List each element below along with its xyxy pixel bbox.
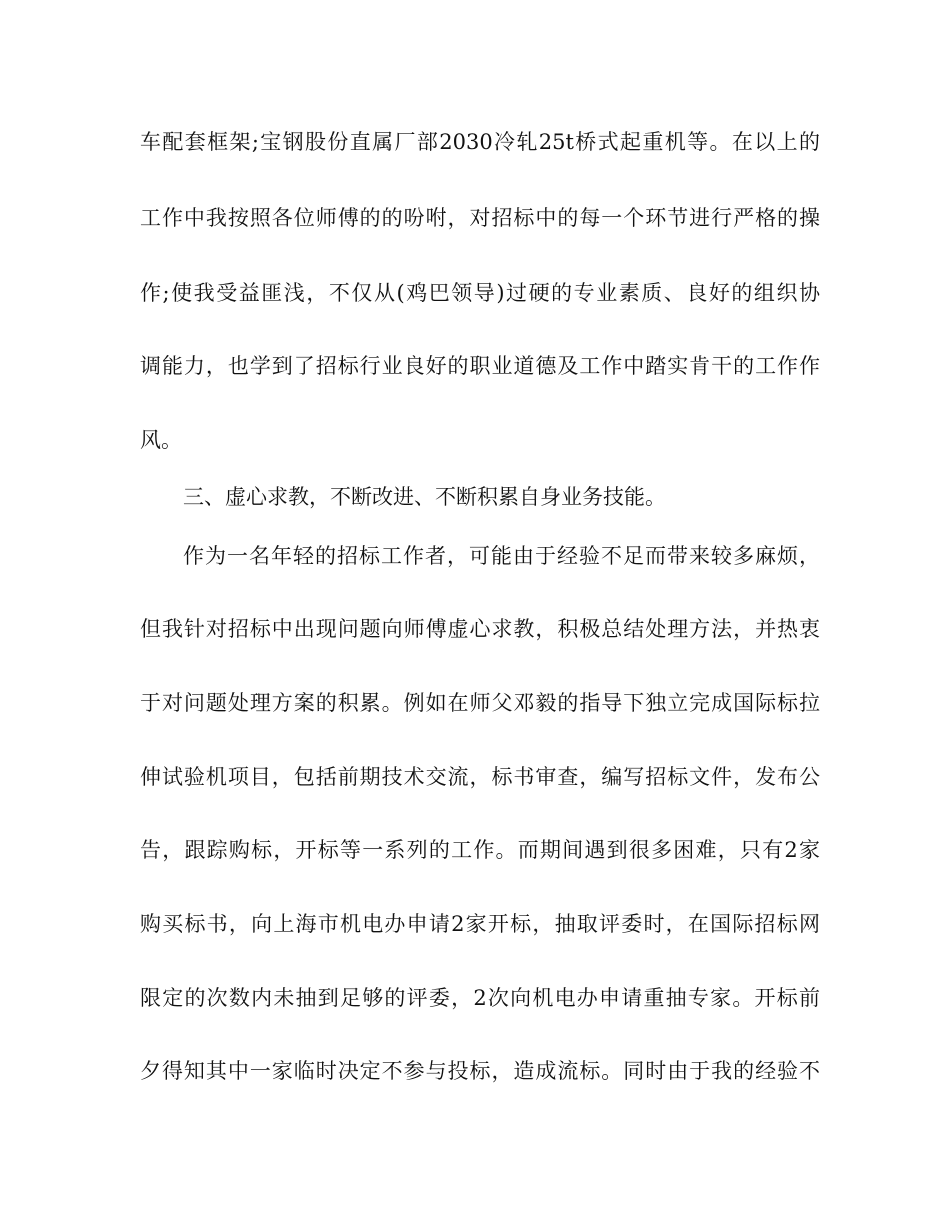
text-line: 工作中我按照各位师傅的的吩咐，对招标中的每一个环节进行严格的操 (140, 206, 820, 230)
text-line: 但我针对招标中出现问题向师傅虚心求教，积极总结处理方法，并热衷 (140, 617, 820, 641)
text-line: 伸试验机项目，包括前期技术交流，标书审查，编写招标文件，发布公 (140, 765, 820, 789)
text-line: 作;使我受益匪浅，不仅从(鸡巴领导)过硬的专业素质、良好的组织协 (140, 281, 820, 305)
text-line: 作为一名年轻的招标工作者，可能由于经验不足而带来较多麻烦， (183, 544, 820, 568)
text-line: 限定的次数内未抽到足够的评委，2次向机电办申请重抽专家。开标前 (140, 986, 820, 1010)
text-line: 调能力，也学到了招标行业良好的职业道德及工作中踏实肯干的工作作 (140, 354, 820, 378)
section-heading: 三、虚心求教，不断改进、不断积累自身业务技能。 (183, 485, 666, 509)
text-line: 于对问题处理方案的积累。例如在师父邓毅的指导下独立完成国际标拉 (140, 691, 820, 715)
text-line: 风。 (140, 428, 182, 452)
text-line: 告，跟踪购标，开标等一系列的工作。而期间遇到很多困难，只有2家 (140, 838, 820, 862)
text-line: 夕得知其中一家临时决定不参与投标，造成流标。同时由于我的经验不 (140, 1059, 820, 1083)
text-line: 购买标书，向上海市机电办申请2家开标，抽取评委时，在国际招标网 (140, 912, 820, 936)
text-line: 车配套框架;宝钢股份直属厂部2030冷轧25t桥式起重机等。在以上的 (140, 130, 820, 154)
